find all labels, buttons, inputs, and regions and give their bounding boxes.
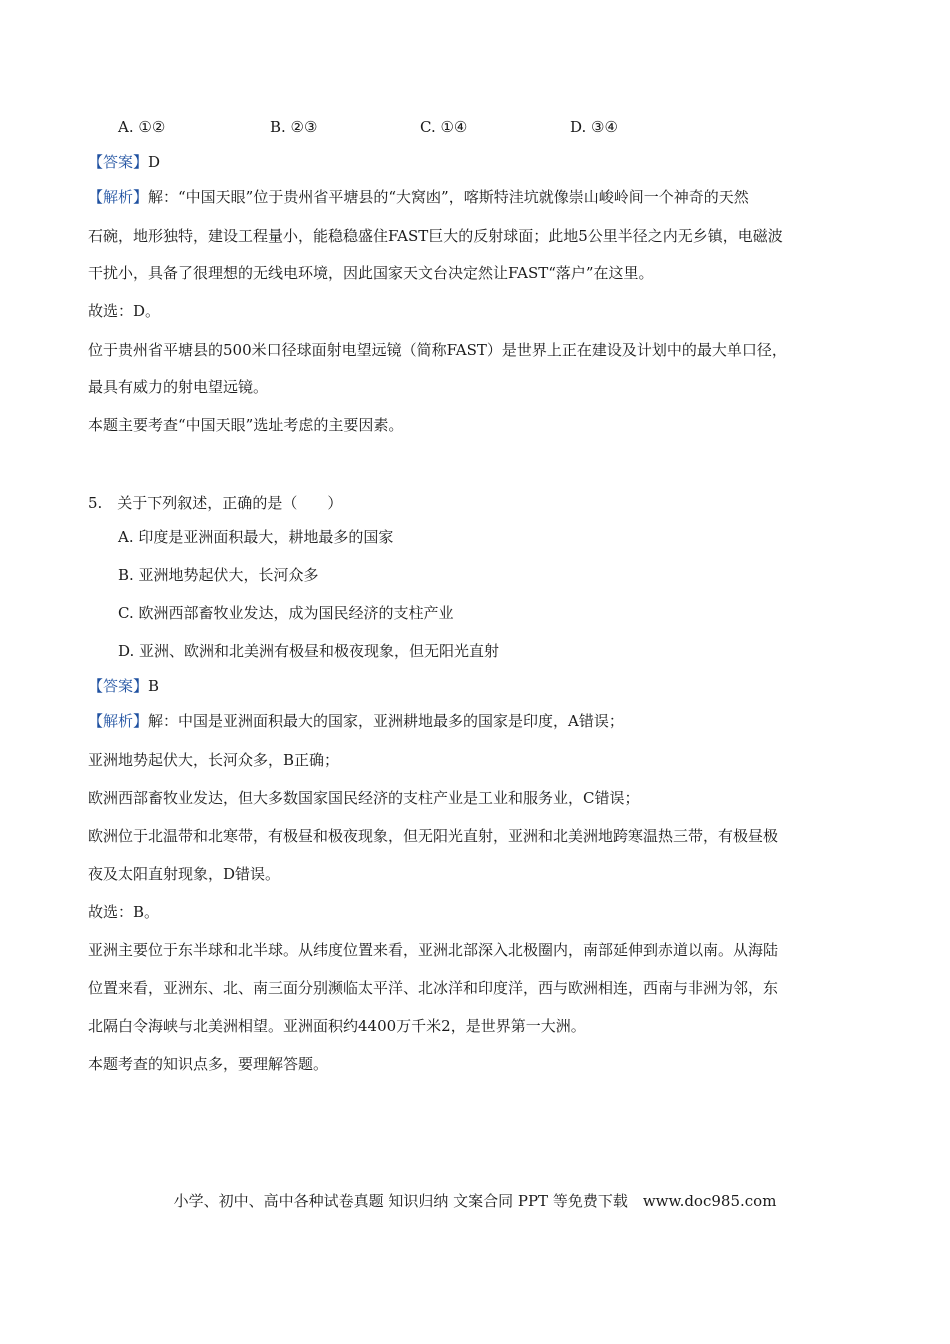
q4-analysis-line: 本题主要考查“中国天眼”选址考虑的主要因素。 xyxy=(88,416,404,434)
q5-option-b: B. 亚洲地势起伏大，长河众多 xyxy=(118,566,319,584)
q5-analysis-line: 夜及太阳直射现象，D错误。 xyxy=(88,865,281,883)
q4-option-b: B. ②③ xyxy=(270,118,318,136)
answer-tag: 【答案】 xyxy=(88,677,149,695)
q4-option-a: A. ①② xyxy=(118,118,166,136)
q4-analysis-line xyxy=(88,187,868,207)
answer-value: B xyxy=(148,677,160,695)
analysis-tag: 【解析】 xyxy=(88,188,149,206)
q5-option-d: D. 亚洲、欧洲和北美洲有极昼和极夜现象，但无阳光直射 xyxy=(118,642,500,660)
q4-analysis-line: 干扰小，具备了很理想的无线电环境，因此国家天文台决定然让FAST“落户”在这里。 xyxy=(88,264,654,282)
q4-analysis-line: 位于贵州省平塘县的500米口径球面射电望远镜（简称FAST）是世界上正在建设及计划中的最大单口径， xyxy=(88,341,787,359)
q4-option-d: D. ③④ xyxy=(570,118,618,136)
q5-analysis-line: 本题考查的知识点多，要理解答题。 xyxy=(88,1055,329,1073)
q4-answer xyxy=(88,152,868,172)
q5-analysis-line: 故选：B。 xyxy=(88,903,160,921)
analysis-tag: 【解析】 xyxy=(88,712,149,730)
q5-analysis-line: 北隔白令海峡与北美洲相望。亚洲面积约4400万千米2，是世界第一大洲。 xyxy=(88,1017,586,1035)
q4-analysis-line: 石碗，地形独特，建设工程量小，能稳稳盛住FAST巨大的反射球面；此地5公里半径之内无乡镇，电磁波 xyxy=(88,227,783,245)
q4-option-c: C. ①④ xyxy=(420,118,468,136)
q5-option-c: C. 欧洲西部畜牧业发达，成为国民经济的支柱产业 xyxy=(118,604,454,622)
q5-analysis-line xyxy=(88,711,868,731)
page-footer: 小学、初中、高中各种试卷真题 知识归纳 文案合同 PPT 等免费下载 www.doc985.com xyxy=(173,1192,777,1210)
q4-analysis-line: 故选：D。 xyxy=(88,302,161,320)
q5-analysis-line: 亚洲主要位于东半球和北半球。从纬度位置来看，亚洲北部深入北极圈内，南部延伸到赤道以南。从海陆 xyxy=(88,941,779,959)
q5-option-a: A. 印度是亚洲面积最大，耕地最多的国家 xyxy=(118,528,394,546)
answer-tag: 【答案】 xyxy=(88,153,149,171)
answer-value: D xyxy=(148,153,161,171)
analysis-text: 解：“中国天眼”位于贵州省平塘县的“大窝凼”，喀斯特洼坑就像崇山峻岭间一个神奇的天然 xyxy=(148,188,749,206)
q5-analysis-line: 位置来看，亚洲东、北、南三面分别濒临太平洋、北冰洋和印度洋，西与欧洲相连，西南与非洲为邻，东 xyxy=(88,979,779,997)
q4-analysis-line: 最具有威力的射电望远镜。 xyxy=(88,378,269,396)
q5-analysis-line: 欧洲位于北温带和北寒带，有极昼和极夜现象，但无阳光直射，亚洲和北美洲地跨寒温热三带，有极昼极 xyxy=(88,827,779,845)
q5-answer xyxy=(88,676,868,696)
q5-stem: 5. 关于下列叙述，正确的是（ ） xyxy=(88,494,343,512)
analysis-text: 解：中国是亚洲面积最大的国家，亚洲耕地最多的国家是印度，A错误； xyxy=(148,712,624,730)
q5-analysis-line: 欧洲西部畜牧业发达，但大多数国家国民经济的支柱产业是工业和服务业，C错误； xyxy=(88,789,640,807)
q5-analysis-line: 亚洲地势起伏大，长河众多，B正确； xyxy=(88,751,340,769)
